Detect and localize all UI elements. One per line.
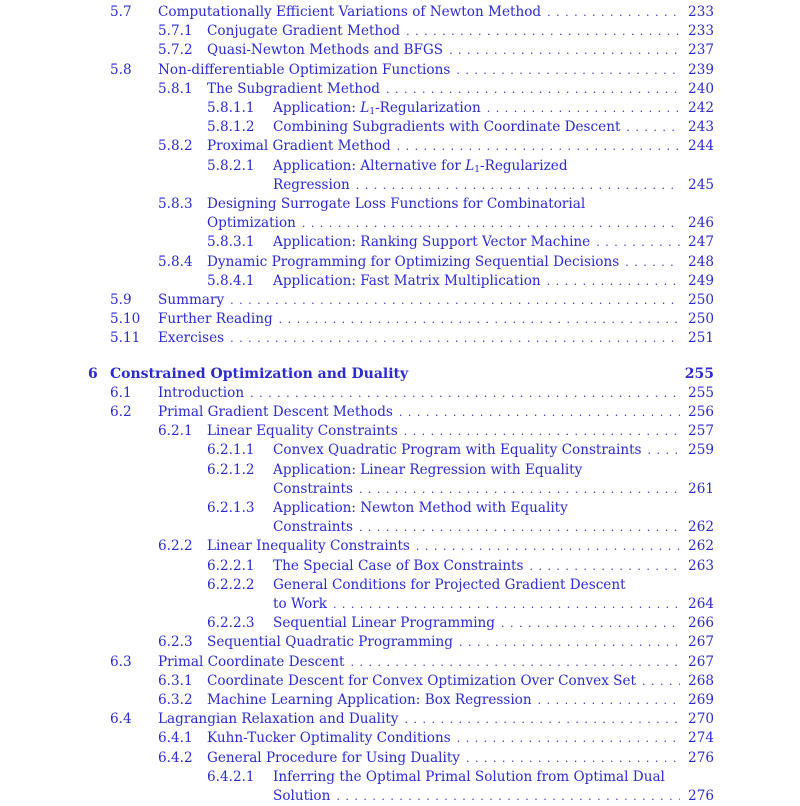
toc-entry-title[interactable] (207, 137, 680, 156)
toc-entry[interactable] (0, 653, 800, 672)
toc-entry-title-text: Application: Alternative for $L_1$-Regularized (273, 157, 568, 175)
toc-entry-title[interactable] (273, 614, 680, 633)
leader-dots (353, 518, 680, 537)
leader-dots (327, 595, 680, 614)
toc-entry-number: 6.4.2.1 (207, 768, 255, 785)
toc-entry-page: 250 (688, 292, 714, 308)
toc-entry-title-text: Quasi-Newton Methods and BFGS (207, 42, 444, 59)
toc-entry-number: 5.8.4 (158, 253, 193, 270)
leader-dots (590, 233, 680, 252)
toc-entry-title[interactable] (158, 3, 680, 22)
leader-dots (393, 403, 680, 422)
toc-entry-number: 5.7.1 (158, 23, 193, 40)
leader-dots (398, 422, 680, 441)
toc-entry-title[interactable] (158, 310, 680, 329)
toc-entry-page: 244 (688, 138, 714, 155)
toc-entry-number: 6.2.1 (158, 423, 193, 440)
toc-entry-page: 256 (688, 404, 714, 420)
toc-entry-title-text: General Procedure for Using Duality (207, 749, 460, 766)
toc-entry[interactable] (0, 310, 800, 329)
toc-entry-page: 251 (688, 330, 714, 347)
toc-entry-number: 6.4 (110, 711, 132, 728)
toc-chapter-entry[interactable] (0, 365, 800, 384)
toc-entry-number: 6.2 (110, 404, 132, 420)
toc-entry-number: 6.4.1 (158, 730, 193, 747)
toc-entry[interactable] (0, 633, 800, 652)
toc-entry-number: 6.2.1.3 (207, 500, 255, 516)
toc-entry[interactable] (0, 3, 800, 22)
toc-entry[interactable] (0, 22, 800, 41)
toc-entry-page: 274 (688, 730, 714, 747)
toc-entry-title-text: Designing Surrogate Loss Functions for Combinatorial (207, 196, 586, 212)
toc-entry-page: 276 (688, 749, 714, 766)
leader-dots (495, 614, 680, 633)
toc-entry-number: 6.3 (110, 653, 132, 670)
toc-entry-continuation[interactable] (0, 787, 800, 806)
toc-entry-title-text: Further Reading (158, 311, 273, 328)
toc-entry-title-text: Proximal Gradient Method (207, 138, 391, 155)
toc-entry-page: 262 (688, 538, 714, 555)
toc-entry[interactable] (0, 710, 800, 729)
toc-entry-page: 266 (688, 615, 714, 632)
toc-entry[interactable] (0, 384, 800, 403)
toc-entry-title-continuation-text: Constraints (273, 519, 353, 536)
toc-entry-title-text: The Special Case of Box Constraints (273, 557, 524, 574)
toc-entry-title-text: Combining Subgradients with Coordinate Descent (273, 119, 621, 136)
toc-entry-title[interactable] (273, 441, 680, 460)
toc-entry-number: 6.2.2 (158, 538, 193, 555)
toc-entry-title-text: Application: Fast Matrix Multiplication (273, 272, 541, 289)
toc-entry-number: 6.2.2.2 (207, 576, 255, 593)
toc-entry-title-continuation[interactable] (273, 595, 680, 614)
toc-entry-number: 6 (88, 365, 98, 382)
toc-entry-page: 270 (688, 711, 714, 728)
toc-entry-page: 276 (688, 788, 714, 804)
toc-entry-page: 255 (688, 384, 714, 401)
toc-entry-page: 263 (688, 557, 714, 574)
toc-entry-title[interactable] (273, 118, 680, 137)
toc-entry-page: 262 (688, 519, 714, 536)
toc-entry-title[interactable] (273, 233, 680, 252)
toc-entry-title-text: Constrained Optimization and Duality (110, 365, 409, 382)
toc-entry-number: 5.7 (110, 4, 132, 20)
toc-entry-title[interactable] (273, 157, 680, 176)
toc-entry-title-continuation-text: Solution (273, 788, 331, 804)
toc-entry-number: 5.9 (110, 292, 132, 308)
toc-entry-title[interactable] (207, 22, 680, 41)
leader-dots (451, 729, 680, 748)
toc-entry-title-text: Primal Coordinate Descent (158, 653, 345, 670)
toc-entry-page: 267 (688, 634, 714, 651)
toc-entry-title-text: Application: Ranking Support Vector Machine (273, 234, 591, 251)
leader-dots (224, 291, 680, 310)
toc-entry[interactable] (0, 749, 800, 768)
toc-entry-title-text: Introduction (158, 384, 245, 401)
toc-entry-title-text: Linear Inequality Constraints (207, 538, 410, 555)
toc-entry-page: 239 (688, 61, 714, 78)
toc-entry-page: 245 (688, 176, 714, 193)
toc-entry-page: 255 (684, 365, 714, 382)
toc-entry-title-continuation[interactable] (273, 480, 680, 499)
toc-entry-number: 6.2.3 (158, 634, 193, 651)
toc-entry[interactable] (0, 537, 800, 556)
toc-entry-page: 267 (688, 653, 714, 670)
toc-entry-number: 5.8.3.1 (207, 234, 255, 251)
toc-entry-title-continuation-text: Optimization (207, 215, 296, 232)
toc-entry-title-text: Summary (158, 292, 225, 308)
leader-dots (460, 749, 680, 768)
toc-entry[interactable] (0, 233, 800, 252)
toc-entry-title-text: Non-differentiable Optimization Functions (158, 61, 451, 78)
toc-entry-page: 257 (688, 423, 714, 440)
toc-entry-title-text: Kuhn-Tucker Optimality Conditions (207, 730, 451, 747)
toc-entry-page: 269 (688, 692, 714, 708)
leader-dots (350, 176, 680, 195)
toc-entry[interactable] (0, 61, 800, 80)
toc-entry-title[interactable] (273, 99, 680, 118)
toc-entry[interactable] (0, 672, 800, 691)
toc-entry-number: 5.8 (110, 61, 132, 78)
leader-dots (330, 787, 680, 806)
toc-entry[interactable] (0, 691, 800, 710)
toc-entry-page: 249 (688, 272, 714, 289)
toc-entry-title[interactable] (207, 672, 680, 691)
toc-entry-number: 5.8.4.1 (207, 272, 255, 289)
toc-entry-number: 5.8.1.2 (207, 119, 255, 136)
toc-entry-number: 6.3.1 (158, 672, 193, 689)
leader-dots (453, 633, 680, 652)
toc-entry-title-text: Inferring the Optimal Primal Solution from Optimal Dual (273, 768, 665, 785)
toc-entry-title-text: Linear Equality Constraints (207, 423, 398, 440)
toc-entry-number: 5.10 (110, 311, 141, 328)
toc-entry-title[interactable] (158, 329, 680, 348)
toc-entry-title-text: Coordinate Descent for Convex Optimization Over Convex Set (207, 672, 636, 689)
toc-entry-page: 250 (688, 311, 714, 328)
leader-dots (450, 61, 680, 80)
toc-entry-page: 247 (688, 234, 714, 251)
toc-entry-title-text: Application: $L_1$-Regularization (273, 100, 481, 117)
toc-entry-page: 237 (688, 42, 714, 59)
toc-entry[interactable] (0, 441, 800, 460)
toc-entry-continuation[interactable] (0, 214, 800, 233)
toc-entry-page: 233 (688, 4, 714, 20)
toc-entry-title[interactable] (273, 557, 680, 576)
toc-entry-continuation[interactable] (0, 480, 800, 499)
toc-entry-number: 5.11 (110, 330, 141, 347)
toc-entry-title[interactable] (273, 576, 680, 595)
leader-dots (636, 672, 680, 691)
toc-entry-title-text: Machine Learning Application: Box Regression (207, 692, 532, 708)
leader-dots (481, 99, 680, 118)
toc-entry-number: 6.3.2 (158, 692, 193, 708)
toc-entry-title[interactable] (158, 384, 680, 403)
toc-entry-number: 5.8.1 (158, 80, 193, 97)
toc-entry-number: 6.4.2 (158, 749, 193, 766)
leader-dots (541, 3, 680, 22)
toc-entry-number: 5.8.2.1 (207, 157, 255, 174)
leader-dots (391, 137, 680, 156)
toc-entry-title-continuation[interactable] (207, 214, 680, 233)
toc-entry-title[interactable] (207, 537, 680, 556)
toc-entry[interactable] (0, 195, 800, 214)
toc-entry[interactable] (0, 557, 800, 576)
toc-entry[interactable] (0, 461, 800, 480)
toc-entry-title-continuation-text: Constraints (273, 480, 353, 497)
toc-entry-title[interactable] (207, 729, 680, 748)
toc-entry-page: 264 (688, 596, 714, 612)
leader-dots (224, 329, 680, 348)
toc-entry-title[interactable] (158, 61, 680, 80)
toc-entry-title-continuation[interactable] (273, 518, 680, 537)
leader-dots (532, 691, 680, 710)
toc-entry-continuation[interactable] (0, 595, 800, 614)
leader-dots (400, 22, 680, 41)
leader-dots (443, 41, 680, 60)
toc-entry-title[interactable] (273, 461, 680, 480)
toc-entry-title[interactable] (158, 291, 680, 310)
toc-entry-number: 6.2.1.1 (207, 442, 255, 459)
toc-entry-title[interactable] (158, 403, 680, 422)
toc-entry[interactable] (0, 614, 800, 633)
toc-entry-number: 5.8.1.1 (207, 100, 255, 116)
toc-entry-page: 246 (688, 215, 714, 232)
leader-dots (244, 384, 680, 403)
toc-entry-title[interactable] (207, 633, 680, 652)
toc-entry[interactable] (0, 137, 800, 156)
toc-entry-page: 233 (688, 23, 714, 40)
toc-entry-title-text: Sequential Quadratic Programming (207, 634, 453, 651)
toc-entry[interactable] (0, 768, 800, 787)
toc-entry-title[interactable] (110, 365, 680, 384)
toc-entry-number: 6.2.2.1 (207, 557, 255, 574)
toc-entry-page: 248 (688, 253, 714, 270)
toc-entry-page: 243 (688, 119, 714, 136)
leader-dots (642, 441, 680, 460)
toc-entry-number: 5.8.2 (158, 138, 193, 155)
toc-entry[interactable] (0, 41, 800, 60)
toc-entry-title[interactable] (207, 691, 680, 710)
toc-entry[interactable] (0, 80, 800, 99)
toc-entry-page: 240 (688, 80, 714, 97)
leader-dots (410, 537, 680, 556)
toc-entry[interactable] (0, 272, 800, 291)
toc-entry-number: 6.2.2.3 (207, 615, 255, 632)
toc-entry-title[interactable] (273, 272, 680, 291)
leader-dots (619, 253, 680, 272)
toc-entry-title[interactable] (207, 749, 680, 768)
toc-entry-number: 6.1 (110, 384, 132, 401)
toc-entry[interactable] (0, 422, 800, 441)
toc-entry-title[interactable] (158, 653, 680, 672)
toc-entry-title-continuation[interactable] (273, 787, 680, 806)
toc-entry-title-continuation[interactable] (273, 176, 680, 195)
toc-entry-title[interactable] (207, 253, 680, 272)
toc-entry-title-text: The Subgradient Method (207, 80, 380, 97)
toc-entry-page: 261 (688, 480, 714, 497)
toc-entry-continuation[interactable] (0, 176, 800, 195)
toc-entry-title-continuation-text: Regression (273, 176, 350, 193)
toc-entry[interactable] (0, 403, 800, 422)
toc-entry-page: 242 (688, 100, 714, 116)
toc-entry-continuation[interactable] (0, 518, 800, 537)
toc-entry-number: 5.8.3 (158, 196, 193, 212)
toc-entry-title[interactable] (158, 710, 680, 729)
leader-dots (273, 310, 680, 329)
leader-dots (353, 480, 680, 499)
leader-dots (620, 118, 680, 137)
toc-entry[interactable] (0, 729, 800, 748)
toc-entry-title[interactable] (207, 195, 680, 214)
toc-entry[interactable] (0, 99, 800, 118)
leader-dots (541, 272, 680, 291)
toc-entry-title-text: Conjugate Gradient Method (207, 23, 401, 40)
toc-entry-title[interactable] (207, 422, 680, 441)
toc-entry-title-text: Convex Quadratic Program with Equality Constraints (273, 442, 642, 459)
toc-entry-title-text: General Conditions for Projected Gradient Descent (273, 576, 626, 593)
toc-entry[interactable] (0, 118, 800, 137)
toc-entry-title-text: Application: Newton Method with Equality (273, 500, 568, 516)
leader-dots (380, 80, 680, 99)
toc-entry-title[interactable] (207, 80, 680, 99)
leader-dots (296, 214, 680, 233)
toc-entry-title-text: Primal Gradient Descent Methods (158, 404, 393, 420)
toc-entry-number: 5.7.2 (158, 42, 193, 59)
toc-entry[interactable] (0, 253, 800, 272)
toc-entry-title[interactable] (273, 768, 680, 787)
leader-dots (523, 557, 680, 576)
toc-entry-title-text: Sequential Linear Programming (273, 615, 496, 632)
toc-entry-title-text: Dynamic Programming for Optimizing Sequential Decisions (207, 253, 620, 270)
toc-entry[interactable] (0, 291, 800, 310)
toc-entry[interactable] (0, 499, 800, 518)
toc-entry-title-text: Computationally Efficient Variations of Newton Method (158, 4, 542, 20)
toc-entry[interactable] (0, 157, 800, 176)
toc-entry-title-text: Lagrangian Relaxation and Duality (158, 711, 399, 728)
leader-dots (398, 710, 680, 729)
toc-entry[interactable] (0, 329, 800, 348)
toc-entry-title-text: Application: Linear Regression with Equality (273, 461, 583, 478)
toc-entry-title-text: Exercises (158, 330, 225, 347)
leader-dots (344, 653, 680, 672)
toc-entry-title[interactable] (273, 499, 680, 518)
toc-entry-page: 268 (688, 672, 714, 689)
toc-entry[interactable] (0, 576, 800, 595)
toc-entry-number: 6.2.1.2 (207, 461, 255, 478)
toc-entry-page: 259 (688, 442, 714, 459)
toc-entry-title[interactable] (207, 41, 680, 60)
toc-entry-title-continuation-text: to Work (273, 596, 327, 612)
